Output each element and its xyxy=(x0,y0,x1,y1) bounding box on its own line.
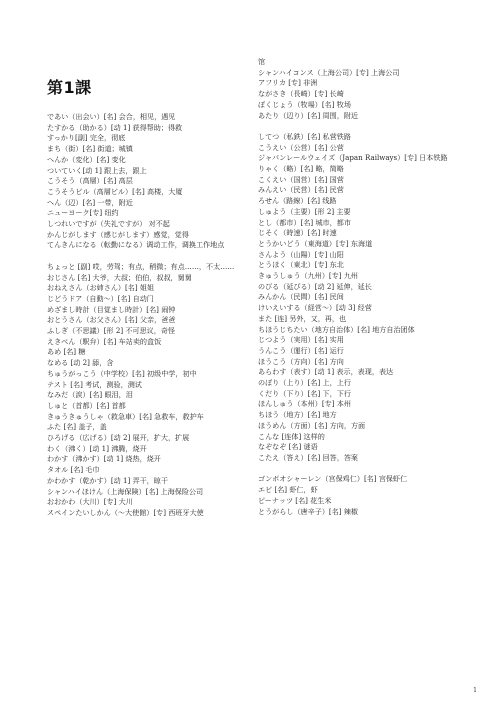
vocabulary-entry: ほんしゅう（本州）[专] 本州 xyxy=(258,399,351,409)
vocabulary-entry: じどうドア（自動～）[名] 自动门 xyxy=(47,293,154,303)
right-vocabulary-list xyxy=(258,57,458,517)
vocabulary-entry: すっかり[副] 完全，彻底 xyxy=(47,133,126,143)
vocabulary-entry: スペインたいしかん（～大使館）[专] 西班牙大使 xyxy=(47,508,204,517)
vocabulary-entry: アフリカ [专] 非洲 xyxy=(258,78,318,88)
lesson-title: 第1課 xyxy=(47,78,92,97)
vocabulary-entry: とし（都市）[名] 城市，都市 xyxy=(258,217,351,227)
vocabulary-entry: えきべん（駅弁）[名] 车站卖的盒饭 xyxy=(47,336,162,346)
vocabulary-entry: ろせん（路線）[名] 线路 xyxy=(258,196,337,206)
vocabulary-entry: こんな [连体] 这样的 xyxy=(258,431,325,441)
vocabulary-entry: ちほうじちたい（地方自治体）[名] 地方自治团体 xyxy=(258,324,415,334)
vocabulary-entry: ジャパンレールウェイズ（Japan Railways）[专] 日本铁路 xyxy=(258,153,448,163)
vocabulary-entry: うんこう（運行）[名] 运行 xyxy=(258,345,344,355)
vocabulary-entry: けいえいする（経営～）[动 3] 经营 xyxy=(258,303,372,313)
entry-spacer xyxy=(47,251,237,262)
vocabulary-entry: しつれいですが（失礼ですが） 对不起 xyxy=(47,219,170,229)
vocabulary-entry: ふた [名] 盖子，盖 xyxy=(47,422,107,432)
vocabulary-entry: くだり（下り）[名] 下，下行 xyxy=(258,388,351,398)
vocabulary-entry: わく（沸く）[动 1] 沸腾，烧开 xyxy=(47,443,147,453)
vocabulary-entry: テスト [名] 考试，测验，测试 xyxy=(47,379,142,389)
vocabulary-entry: ニューヨーク[专] 纽约 xyxy=(47,208,119,218)
vocabulary-entry: シャンハイコンス（上海公司）[专] 上海公司 xyxy=(258,67,400,77)
vocabulary-entry: ついていく[动 1] 跟上去，跟上 xyxy=(47,165,147,175)
vocabulary-entry: おねえさん（お姉さん）[名] 姐姐 xyxy=(47,283,155,293)
vocabulary-entry: こうえい（公営）[名] 公营 xyxy=(258,142,344,152)
vocabulary-entry: ちゅうがっこう（中学校）[名] 初级中学，初中 xyxy=(47,368,197,378)
vocabulary-entry: へんか（変化）[名] 变化 xyxy=(47,154,126,164)
vocabulary-entry: シャンハイほけん（上海保険）[名] 上海保险公司 xyxy=(47,486,204,496)
vocabulary-entry: りゃく（略）[名] 略，简略 xyxy=(258,164,344,174)
vocabulary-entry: こうそう（高層）[名] 高层 xyxy=(47,176,133,186)
vocabulary-entry: じつよう（実用）[名] 实用 xyxy=(258,335,344,345)
vocabulary-entry: とうかいどう（東海道）[专] 东海道 xyxy=(258,238,373,248)
left-vocabulary-list xyxy=(47,112,237,519)
vocabulary-entry: たすかる（助かる）[动 1] 获得帮助；得救 xyxy=(47,122,183,132)
vocabulary-entry: また [连] 另外，又，再，也 xyxy=(258,313,347,323)
vocabulary-entry: しゅと（首都）[名] 首都 xyxy=(47,400,126,410)
vocabulary-entry: ぼくじょう（牧場）[名] 牧场 xyxy=(258,99,351,109)
entry-spacer xyxy=(258,121,458,132)
vocabulary-entry: おじさん [名] 大爷，大叔；伯伯，叔叔，舅舅 xyxy=(47,272,192,282)
vocabulary-entry: ながさき（長崎）[专] 长崎 xyxy=(258,89,344,99)
vocabulary-entry: なめる [动 2] 舔，含 xyxy=(47,358,114,368)
vocabulary-entry: めざまし時計（目覚まし時計）[名] 闹钟 xyxy=(47,304,176,314)
vocabulary-entry: こたえ（答え）[名] 回答，答案 xyxy=(258,453,359,462)
vocabulary-entry: なぞなぞ [名] 谜语 xyxy=(258,442,318,452)
vocabulary-entry: ほうめん（方面）[名] 方向，方面 xyxy=(258,420,366,430)
vocabulary-entry: へん（辺）[名] 一带，附近 xyxy=(47,197,133,207)
entry-spacer xyxy=(258,464,458,475)
vocabulary-entry: ふしぎ（不思議）[形 2] 不可思议，奇怪 xyxy=(47,326,176,336)
vocabulary-entry: こうそうビル（高層ビル）[名] 高楼，大厦 xyxy=(47,186,183,196)
vocabulary-entry: みんえい（民営）[名] 民营 xyxy=(258,185,344,195)
vocabulary-entry: かんじがします（感じがします）感觉，觉得 xyxy=(47,229,189,239)
vocabulary-entry: みんかん（民間）[名] 民间 xyxy=(258,292,344,302)
vocabulary-entry: ピーナッツ [名] 花生米 xyxy=(258,495,332,505)
vocabulary-entry: あたり（辺り）[名] 周围，附近 xyxy=(258,110,359,120)
vocabulary-entry: おおかわ（大川）[专] 大川 xyxy=(47,497,133,507)
vocabulary-entry: きゅうきゅうしゃ（救急車）[名] 急救车，救护车 xyxy=(47,411,204,421)
vocabulary-entry: きゅうしゅう（九州）[专] 九州 xyxy=(258,271,359,281)
vocabulary-entry: とうほく（東北）[专] 东北 xyxy=(258,260,344,270)
vocabulary-entry: おとうさん（お父さん）[名] 父亲，爸爸 xyxy=(47,315,176,325)
vocabulary-entry: かわかす（乾かす）[动 1] 弄干，晾干 xyxy=(47,475,168,485)
vocabulary-entry: とうがらし（唐辛子）[名] 辣椒 xyxy=(258,506,359,516)
vocabulary-entry: こくえい（国営）[名] 国营 xyxy=(258,174,344,184)
vocabulary-entry: ひろげる（広げる）[动 2] 展开，扩大，扩展 xyxy=(47,433,190,443)
vocabulary-entry: まち（街）[名] 街道；城镇 xyxy=(47,144,133,154)
vocabulary-entry: さんよう（山陽）[专] 山阳 xyxy=(258,249,344,259)
vocabulary-entry: タオル [名] 毛巾 xyxy=(47,465,100,475)
vocabulary-entry: ちょっと [副] 哎，劳驾；有点，稍微；有点……，不太…… xyxy=(47,261,235,271)
vocabulary-entry: あらわす（表す）[动 1] 表示，表现，表达 xyxy=(258,367,394,377)
left-column xyxy=(47,75,237,519)
vocabulary-entry: あめ [名] 糖 xyxy=(47,347,86,357)
vocabulary-entry: 馆 xyxy=(258,57,266,66)
vocabulary-entry: のびる（延びる）[动 2] 延伸，延长 xyxy=(258,281,372,291)
vocabulary-entry: わかす（沸かす）[动 1] 烧热，烧开 xyxy=(47,454,161,464)
vocabulary-entry: しゅよう（主要）[形 2] 主要 xyxy=(258,206,351,216)
vocabulary-entry: であい（出会い）[名] 会合，相见，遇见 xyxy=(47,112,176,121)
vocabulary-entry: てんきんになる（転勤になる）调动工作，调换工作地点 xyxy=(47,240,225,250)
vocabulary-entry: なみだ（涙）[名] 眼泪，泪 xyxy=(47,390,133,400)
vocabulary-entry: ゴンボオシャーレン（宫保鸡仁）[名] 宫保虾仁 xyxy=(258,474,408,484)
vocabulary-entry: ほうこう（方向）[名] 方向 xyxy=(258,356,344,366)
vocabulary-entry: エビ [名] 虾仁，虾 xyxy=(258,485,318,495)
page-number: 1 xyxy=(473,687,477,694)
vocabulary-entry: ちほう（地方）[名] 地方 xyxy=(258,410,337,420)
vocabulary-entry: のぼり（上り）[名] 上，上行 xyxy=(258,378,351,388)
vocabulary-entry: じそく（時速）[名] 时速 xyxy=(258,228,337,238)
right-column xyxy=(258,57,458,517)
vocabulary-entry: してつ（私鉄）[名] 私营铁路 xyxy=(258,131,351,141)
